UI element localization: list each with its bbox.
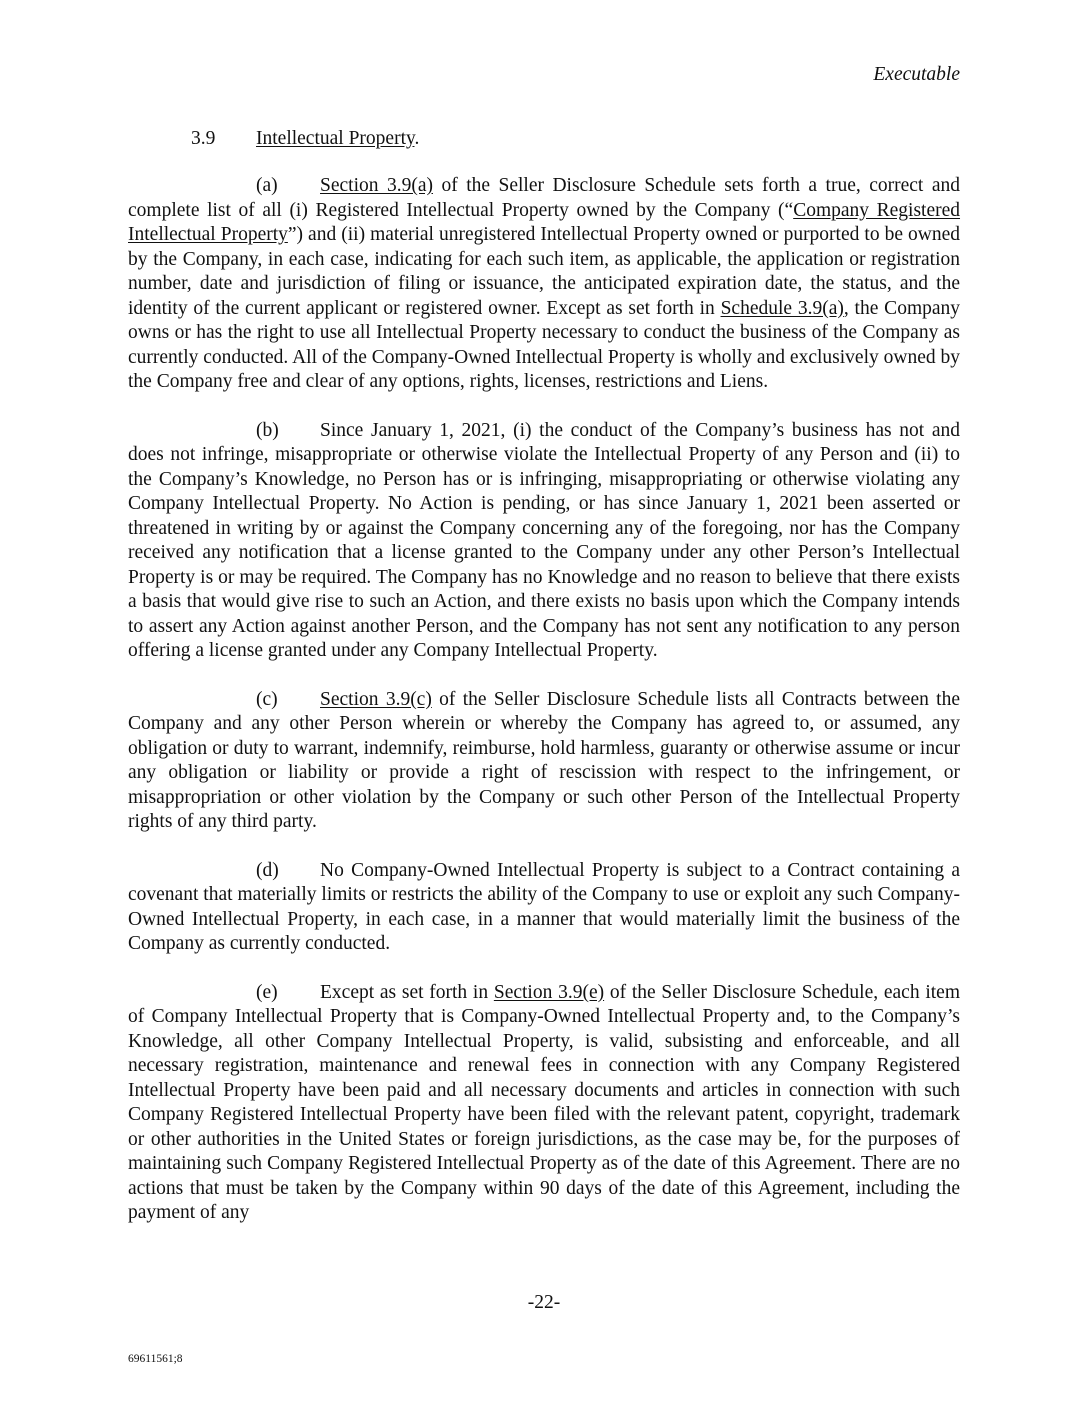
paragraph-e: [128, 981, 960, 1226]
paragraph-e-label: (e): [256, 981, 278, 1003]
paragraph-c: [128, 688, 960, 835]
schedule-3-9a-reference: Schedule 3.9(a): [720, 297, 844, 319]
paragraph-e-text-2: of the Seller Disclosure Schedule, each item of Company Intellectual Property that is Company-Owned Intellectual Property and, to the Company’s Knowledge, all other Company Intellectual Property, is valid, subsisting and enforceable, and all necessary registration, maintenance and renewal fees in connection with any Company Registered Intellectual Property have been paid and all necessary documents and articles in connection with such Company Registered Intellectual Property have been filed with the relevant patent, copyright, trademark or other authorities in the United States or foreign jurisdictions, as the case may be, for the purposes of maintaining such Company Registered Intellectual Property as of the date of this Agreement. There are no actions that must be taken by the Company within 90 days of the date of this Agreement, including the payment of any: [128, 981, 960, 1223]
paragraph-a-text-2: ”) and (ii) material unregistered Intellectual Property owned or purported to be owned by the Company, in each case, indicating for each such item, as applicable, the application or registration number, date and jurisdiction of filing or issuance, the anticipated expiration date, the status, and the identity of the current applicant or registered owner. Except as set forth in: [128, 224, 961, 319]
paragraph-b-text: Since January 1, 2021, (i) the conduct of the Company’s business has not and does not infringe, misappropriate or otherwise violate the Intellectual Property of any Person and (ii) to the Company’s Knowledge, no Person has or is infringing, misappropriating or otherwise violating any Company Intellectual Property. No Action is pending, or has since January 1, 2021 been asserted or threatened in writing by or against the Company concerning any of the foregoing, nor has the Company received any notification that a license granted to the Company under any other Person’s Intellectual Property is or may be required. The Company has no Knowledge and no reason to believe that there exists a basis that would give rise to such an Action, and there exists no basis upon which the Company intends to assert any Action against another Person, and the Company has not sent any notification to any person offering a license granted under any Company Intellectual Property.: [128, 419, 960, 661]
paragraph-b: [128, 419, 960, 664]
paragraph-c-label: (c): [256, 688, 278, 710]
paragraph-b-label: (b): [256, 419, 279, 441]
header-label: Executable: [873, 64, 960, 85]
paragraph-a-label: (a): [256, 175, 278, 196]
document-id: 69611561;8: [128, 1353, 183, 1365]
paragraph-e-text-1: Except as set forth in: [320, 981, 494, 1003]
paragraph-a-text-3: , the Company owns or has the right to use all Intellectual Property necessary to conduct the business of the Company as currently conducted. All of the Company-Owned Intellectual Property is wholly and exclusively owned by the Company free and clear of any options, rights, licenses, restrictions and Liens.: [128, 297, 961, 392]
paragraph-d-text: No Company-Owned Intellectual Property is subject to a Contract containing a covenant that materially limits or restricts the ability of the Company to use or exploit any such Company-Owned Intellectual Property, in each case, in a manner that would materially limit the business of the Company as currently conducted.: [128, 859, 960, 954]
paragraph-d-label: (d): [256, 859, 279, 881]
paragraph-d: [128, 859, 960, 957]
section-3-9e-reference: Section 3.9(e): [493, 981, 605, 1003]
page-number: -22-: [527, 1292, 561, 1313]
section-3-9a-reference: Section 3.9(a): [320, 175, 433, 196]
paragraph-a-text-1: of the Seller Disclosure Schedule sets forth a true, correct and complete list of all (i) Registered Intellectual Property owned by the Company (“: [128, 175, 960, 221]
defined-term: Company Registered Intellectual Property: [128, 199, 961, 245]
section-title-suffix: .: [414, 128, 420, 149]
document-body: [128, 174, 960, 1250]
section-title: Intellectual Property: [256, 128, 415, 149]
section-3-9c-reference: Section 3.9(c): [320, 688, 432, 710]
paragraph-c-text: of the Seller Disclosure Schedule lists all Contracts between the Company and any other Person wherein or whereby the Company has agreed to, or assumed, any obligation or duty to warrant, indemnify, reimburse, hold harmless, guaranty or otherwise assume or incur any obligation or liability or provide a right of rescission with respect to the infringement, or misappropriation or other violation by the Company or such other Person of the Intellectual Property rights of any third party.: [128, 688, 960, 832]
section-number: 3.9: [191, 128, 216, 149]
section-heading: [191, 128, 419, 150]
paragraph-a: [128, 174, 960, 395]
